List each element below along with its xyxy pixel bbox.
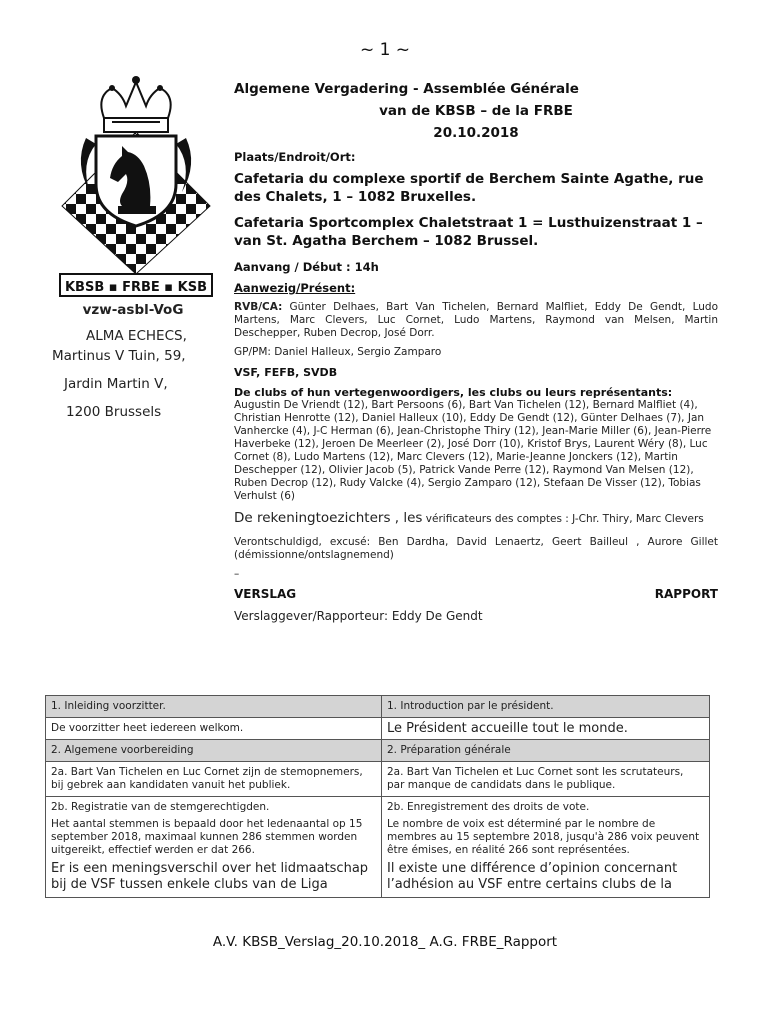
auditors-lead: De rekeningtoezichters , les: [234, 510, 423, 526]
logo-banner-text: KBSB ▪ FRBE ▪ KSB: [64, 280, 208, 295]
venue-fr: Cafetaria du complexe sportif de Berchem Sainte Agathe, rue des Chalets, 1 – 1082 Bruxelles.: [234, 171, 704, 205]
table-row: [46, 740, 710, 762]
report-label-nl: VERSLAG: [234, 587, 297, 601]
page-footer: A.V. KBSB_Verslag_20.10.2018_ A.G. FRBE_Rapport: [212, 934, 558, 950]
registration-nl-text: Het aantal stemmen is bepaald door het ledenaantal op 15 september 2018, maximaal kunnen 286 stemmen worden uitgereikt, effectief werden er dat 266.: [51, 818, 363, 856]
place-label: Plaats/Endroit/Ort:: [234, 150, 356, 164]
section-2-nl: 2. Algemene voorbereiding: [46, 740, 382, 762]
present-label: Aanwezig/Présent:: [234, 281, 356, 295]
address-line-3: Jardin Martin V,: [64, 376, 168, 392]
meeting-date: 20.10.2018: [433, 125, 519, 141]
organisations: VSF, FEFB, SVDB: [234, 366, 338, 379]
federation-logo: [56, 74, 216, 300]
tellers-fr: 2a. Bart Van Tichelen et Luc Cornet sont les scrutateurs, par manque de candidats dans le publique.: [382, 762, 710, 797]
gp-members: GP/PM: Daniel Halleux, Sergio Zamparo: [234, 346, 442, 358]
org-name: vzw-asbl-VoG: [82, 302, 184, 318]
address-line-1: ALMA ECHECS,: [86, 328, 187, 344]
report-heading: [234, 587, 718, 601]
start-time: Aanvang / Début : 14h: [234, 260, 379, 274]
board-members: [234, 301, 718, 340]
crown-icon: [101, 76, 170, 132]
registration-nl: [46, 797, 382, 898]
board-names: Günter Delhaes, Bart Van Tichelen, Bernard Malfliet, Eddy De Gendt, Ludo Martens, Marc Clevers, Luc Cornet, Ludo Martens, Raymond van Melsen, Martin Deschepper, Ruben Decrop, José Dorr.: [234, 301, 718, 339]
report-label-fr: RAPPORT: [654, 587, 718, 601]
table-row: [46, 762, 710, 797]
registration-fr-text: Le nombre de voix est déterminé par le nombre de membres au 15 septembre 2018, jusqu'à 286 voix peuvent être émises, en réalité 266 sont représentées.: [387, 818, 700, 856]
section-2-fr: 2. Préparation générale: [382, 740, 710, 762]
address-line-4: 1200 Brussels: [66, 404, 162, 420]
rapporteur: Verslaggever/Rapporteur: Eddy De Gendt: [234, 609, 483, 623]
registration-fr-title: 2b. Enregistrement des droits de vote.: [387, 801, 590, 813]
address-line-2: Martinus V Tuin, 59,: [52, 348, 186, 364]
registration-nl-title: 2b. Registratie van de stemgerechtigden.: [51, 801, 270, 813]
minutes-table: [45, 695, 710, 898]
table-row: [46, 797, 710, 898]
registration-fr: [382, 797, 710, 898]
clubs-label: De clubs of hun vertegenwoordigers, les clubs ou leurs représentants:: [234, 386, 673, 399]
sender-address: [48, 300, 218, 422]
welcome-nl: De voorzitter heet iedereen welkom.: [46, 718, 382, 740]
auditors: [234, 512, 718, 526]
table-row: [46, 718, 710, 740]
registration-fr-more: Il existe une différence d’opinion concernant l’adhésion au VSF entre certains clubs de la: [387, 861, 678, 892]
welcome-fr: Le Président accueille tout le monde.: [382, 718, 710, 740]
table-row: [46, 696, 710, 718]
excused: Verontschuldigd, excusé: Ben Dardha, David Lenaertz, Geert Bailleul , Aurore Gillet (démissionne/ontslagnemend): [234, 536, 718, 561]
registration-nl-more: Er is een meningsverschil over het lidmaatschap bij de VSF tussen enkele clubs van de Liga: [51, 861, 369, 892]
auditors-rest: vérificateurs des comptes : J-Chr. Thiry, Marc Clevers: [422, 513, 704, 525]
separator-dash: –: [234, 568, 240, 580]
board-label: RVB/CA:: [234, 301, 283, 313]
venue-nl: Cafetaria Sportcomplex Chaletstraat 1 = Lusthuizenstraat 1 – van St. Agatha Berchem – 1082 Brussel.: [234, 215, 703, 249]
meeting-info: [234, 78, 718, 623]
title-line-2: van de KBSB – de la FRBE: [379, 103, 573, 119]
section-1-nl: 1. Inleiding voorzitter.: [46, 696, 382, 718]
tellers-nl: 2a. Bart Van Tichelen en Luc Cornet zijn de stemopnemers, bij gebrek aan kandidaten vanuit het publiek.: [46, 762, 382, 797]
clubs-list: Augustin De Vriendt (12), Bart Persoons (6), Bart Van Tichelen (12), Bernard Malfliet (4), Christian Henrotte (12), Daniel Halleux (10), Eddy De Gendt (12), Günter Delhaes (7), Jan Vanhercke (4), J-C Herman (6), Jean-Christophe Thiry (12), Jean-Marie Miller (6), Jean-Pierre Haverbeke (12), Jeroen De Meerleer (2), José Dorr (10), Kristof Brys, Laurent Wéry (8), Luc Cornet (8), Ludo Martens (12), Marc Clevers (12), Marie-Jeanne Jonckers (12), Martin Deschepper (12), Olivier Jacob (5), Patrick Vande Perre (12), Raymond Van Melsen (12), Ruben Decrop (12), Rudy Valcke (4), Sergio Zamparo (12), Stefaan De Visser (12), Tobias Verhulst (6): [234, 399, 712, 502]
page-number: ~ 1 ~: [359, 40, 411, 60]
section-1-fr: 1. Introduction par le président.: [382, 696, 710, 718]
title-line-1: Algemene Vergadering - Assemblée Générale: [234, 81, 579, 97]
